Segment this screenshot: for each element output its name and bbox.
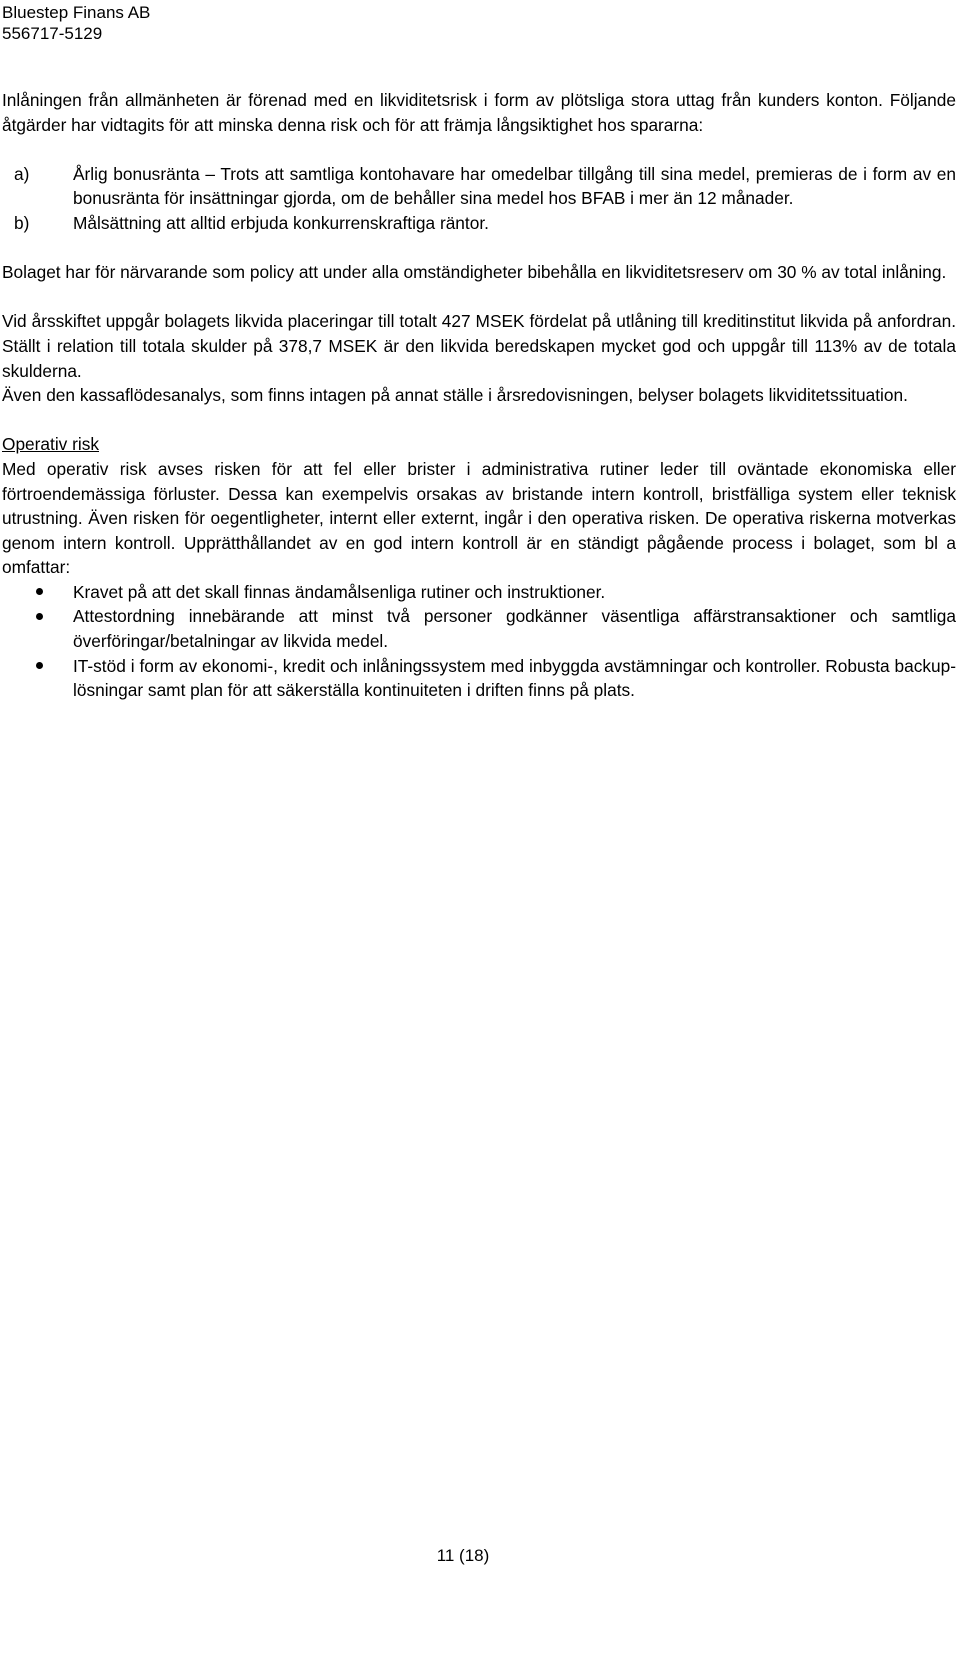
spacer — [2, 285, 956, 310]
list-item — [2, 211, 956, 236]
list-marker: a) — [14, 163, 30, 184]
org-number: 556717-5129 — [2, 24, 103, 43]
bullet-list — [2, 580, 956, 703]
intro-paragraph: Inlåningen från allmänheten är förenad med en likviditetsrisk i form av plötsliga stora uttag från kunders konton. Följande åtgärder har vidtagits för att minska denna risk och för att främja långsiktighet hos spararna: — [2, 90, 956, 135]
list-item-text: Kravet på att det skall finnas ändamålsenliga rutiner och instruktioner. — [73, 581, 606, 602]
spacer — [2, 236, 956, 261]
section-heading: Operativ risk — [2, 434, 99, 455]
page-header — [2, 2, 150, 44]
list-marker: b) — [14, 212, 30, 233]
document-body — [2, 88, 956, 703]
list-item — [2, 580, 956, 605]
cashflow-paragraph: Även den kassaflödesanalys, som finns intagen på annat ställe i årsredovisningen, belyser bolagets likviditetssituation. — [2, 385, 908, 406]
bullet-icon — [2, 580, 73, 605]
list-item-text: Målsättning att alltid erbjuda konkurrenskraftiga räntor. — [73, 212, 489, 233]
liquidity-paragraph: Vid årsskiftet uppgår bolagets likvida placeringar till totalt 427 MSEK fördelat på utlåning till kreditinstitut likvida på anfordran. Ställt i relation till totala skulder på 378,7 MSEK är den likvida beredskapen mycket god och uppgår till 113% av de totala skulderna. — [2, 311, 956, 381]
list-item — [2, 654, 956, 703]
measures-list — [2, 162, 956, 236]
list-item-text: Årlig bonusränta – Trots att samtliga kontohavare har omedelbar tillgång till sina medel, premieras de i form av en bonusränta för insättningar gjorda, om de behåller sina medel hos BFAB i mer än 12 månader. — [73, 163, 956, 209]
bullet-icon — [2, 654, 73, 703]
spacer — [2, 408, 956, 433]
list-item-text: IT-stöd i form av ekonomi-, kredit och inlåningssystem med inbyggda avstämningar och kontroller. Robusta backup-lösningar samt plan för att säkerställa kontinuiteten i driften finns på plats. — [73, 655, 956, 701]
list-item-text: Attestordning innebärande att minst två personer godkänner väsentliga affärstransaktioner och samtliga överföringar/betalningar av likvida medel. — [73, 606, 956, 652]
spacer — [2, 137, 956, 162]
policy-paragraph: Bolaget har för närvarande som policy att under alla omständigheter bibehålla en likviditetsreserv om 30 % av total inlåning. — [2, 262, 947, 283]
company-name: Bluestep Finans AB — [2, 3, 151, 22]
operational-paragraph: Med operativ risk avses risken för att fel eller brister i administrativa rutiner leder till oväntade ekonomiska eller förtroendemässiga förluster. Dessa kan exempelvis orsakas av bristande intern kontroll, bristfälliga system eller teknisk utrustning. Även risken för oegentligheter, internt eller externt, ingår i den operativa risken. De operativa riskerna motverkas genom intern kontroll. Upprätthållandet av en god intern kontroll är en ständigt pågående process i bolaget, som bl a omfattar: — [2, 458, 956, 578]
page-number: 11 (18) — [436, 1546, 490, 1565]
list-item — [2, 162, 956, 211]
bullet-icon — [2, 604, 73, 653]
list-item — [2, 604, 956, 653]
